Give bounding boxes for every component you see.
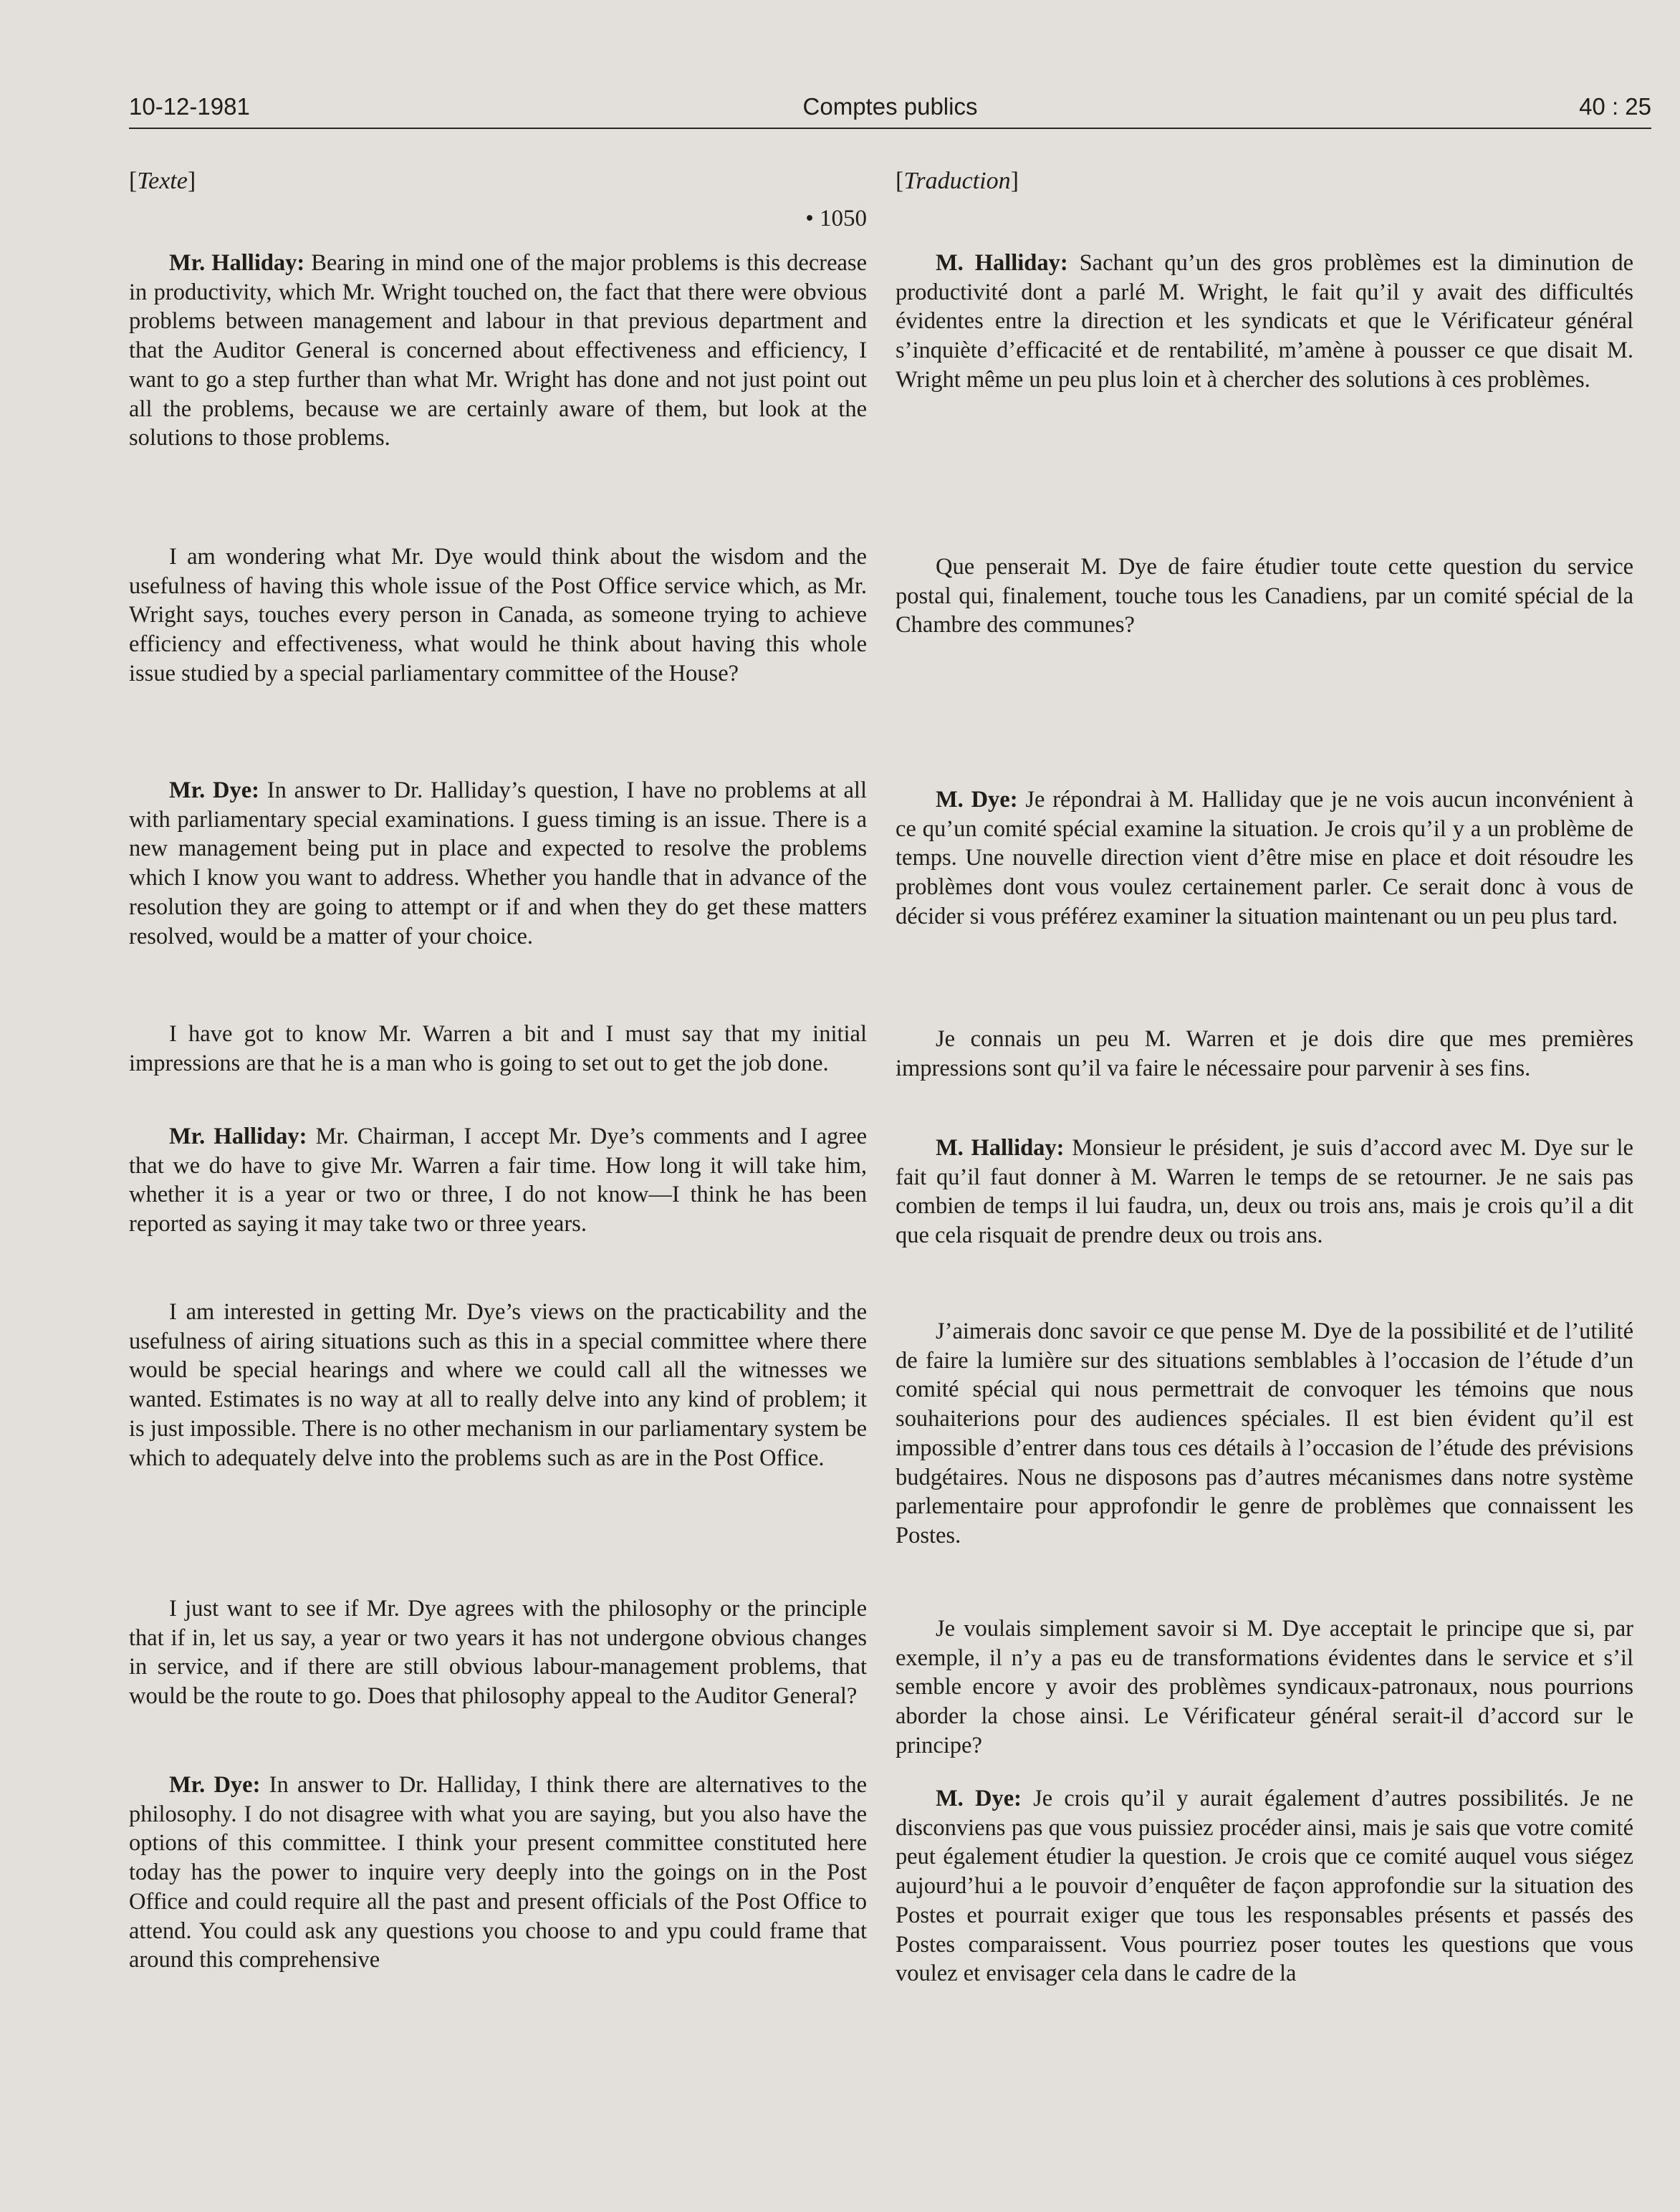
paragraph-fr-8: [896, 1784, 1633, 1988]
speech-text: I am interested in getting Mr. Dye’s views on the practicability and the usefulness of airing situations such as this in a special committee where there would be special hearings and where we could call all the witnesses we wanted. Estimates is no way at all to really delve into any kind of problem; it is just impossible. There is no other mechanism in our parliamentary system be which to adequately delve into the problems such as are in the Post Office.: [129, 1299, 867, 1471]
paragraph-fr-5: [896, 1134, 1633, 1250]
paragraph-fr-4: [896, 1025, 1633, 1083]
speaker-name: M. Halliday:: [936, 250, 1068, 276]
paragraph-en-4: [129, 1020, 867, 1078]
time-marker: • 1050: [805, 206, 867, 231]
speech-text: J’aimerais donc savoir ce que pense M. Dye de la possibilité et de l’utilité de faire la lumière sur des situations semblables à l’occasion de l’étude d’un comité spécial qui nous permettrait de convoquer les témoins que nous souhaiterions pour des audiences spéciales. Il est bien évident qu’il est impossible d’entrer dans tous ces détails à l’occasion de l’étude des prévisions budgétaires. Nous ne disposons pas d’autres mécanismes dans notre système parlementaire pour approfondir le genre de problèmes que connaissent les Postes.: [896, 1318, 1633, 1548]
speaker-name: Mr. Dye:: [169, 1772, 261, 1798]
header-title: Comptes publics: [802, 93, 978, 120]
speech-text: Je voulais simplement savoir si M. Dye acceptait le principe que si, par exemple, il n’y a pas eu de transformations évidentes dans le service et s’il semble encore y avoir des problèmes syndicaux-patronaux, nous pourrions aborder la chose ainsi. Le Vérificateur général serait-il d’accord sur le principe?: [896, 1616, 1633, 1758]
english-column: [129, 0, 867, 2212]
speaker-name: M. Dye:: [936, 787, 1018, 813]
speech-text: I have got to know Mr. Warren a bit and I must say that my initial impressions are that he is a man who is going to set out to get the job done.: [129, 1021, 867, 1076]
speech-text: Mr. Chairman, I accept Mr. Dye’s comments and I agree that we do have to give Mr. Warren a fair time. How long it will take him, whether it is a year or two or three, I do not know—I think he has been reported as saying it may take two or three years.: [129, 1124, 867, 1237]
english-section-label: [Texte]: [129, 168, 196, 194]
paragraph-en-3: [129, 776, 867, 951]
paragraph-en-1: [129, 249, 867, 453]
speaker-name: M. Dye:: [936, 1786, 1022, 1811]
paragraph-fr-6: [896, 1317, 1633, 1551]
speech-text: Je crois qu’il y aurait également d’autres possibilités. Je ne disconviens pas que vous puissiez procéder ainsi, mais je sais que votre comité peut également étudier la question. Je crois que ce comité auquel vous siégez aujourd’hui a le pouvoir d’enquêter de façon approfondie sur la situation des Postes et pourrait exiger que tous les responsables présents et passés des Postes comparaissent. Vous pourriez poser toutes les questions que vous voulez et envisager cela dans le cadre de la: [896, 1786, 1633, 1987]
paragraph-en-7: [129, 1594, 867, 1711]
speech-text: Je répondrai à M. Halliday que je ne vois aucun inconvénient à ce qu’un comité spécial examine la situation. Je crois qu’il y a un problème de temps. Une nouvelle direction vient d’être mise en place et doit résoudre les problèmes dont vous voulez certainement parler. Ce serait donc à vous de décider si vous préférez examiner la situation maintenant ou un peu plus tard.: [896, 787, 1633, 929]
speaker-name: Mr. Halliday:: [169, 250, 305, 276]
speech-text: I just want to see if Mr. Dye agrees with the philosophy or the principle that if in, let us say, a year or two years it has not undergone obvious changes in service, and if there are still obvious labour-management problems, that would be the route to go. Does that philosophy appeal to the Auditor General?: [129, 1596, 867, 1710]
speech-text: In answer to Dr. Halliday’s question, I have no problems at all with parliamentary special examinations. I guess timing is an issue. There is a new management being put in place and expected to resolve the problems which I know you want to address. Whether you handle that in advance of the resolution they are going to attempt or if and when they do get these matters resolved, would be a matter of your choice.: [129, 777, 867, 949]
speech-text: In answer to Dr. Halliday, I think there are alternatives to the philosophy. I do not disagree with what you are saying, but you also have the options of this committee. I think your present committee constituted here today has the power to inquire very deeply into the goings on in the Post Office and could require all the past and present officials of the Post Office to attend. You could ask any questions you choose to and ypu could frame that around this comprehensive: [129, 1772, 867, 1973]
speech-text: Monsieur le président, je suis d’accord avec M. Dye sur le fait qu’il faut donner à M. Warren le temps de se retourner. Je ne sais pas combien de temps il lui faudra, un, deux ou trois ans, mais je crois qu’il a dit que cela risquait de prendre deux ou trois ans.: [896, 1135, 1633, 1249]
french-section-label: [Traduction]: [896, 168, 1019, 194]
paragraph-en-2: [129, 542, 867, 689]
paragraph-en-5: [129, 1122, 867, 1239]
speaker-name: Mr. Dye:: [169, 777, 260, 803]
speech-text: I am wondering what Mr. Dye would think about the wisdom and the usefulness of having this whole issue of the Post Office service which, as Mr. Wright says, touches every person in Canada, as someone trying to achieve efficiency and effectiveness, what would he think about having this whole issue studied by a special parliamentary committee of the House?: [129, 544, 867, 686]
speech-text: Sachant qu’un des gros problèmes est la diminution de productivité dont a parlé M. Wright, le fait qu’il y avait des difficultés évidentes entre la direction et les syndicats et que le Vérificateur général s’inquiète d’efficacité et de rentabilité, m’amène à pousser ce que disait M. Wright même un peu plus loin et à chercher des solutions à ces problèmes.: [896, 250, 1633, 393]
paragraph-en-8: [129, 1771, 867, 1975]
paragraph-fr-3: [896, 785, 1633, 932]
paragraph-fr-1: [896, 249, 1633, 395]
speaker-name: M. Halliday:: [936, 1135, 1065, 1161]
header-page-number: 40 : 25: [1579, 93, 1651, 120]
header-date: 10-12-1981: [129, 93, 250, 120]
speaker-name: Mr. Halliday:: [169, 1124, 307, 1149]
paragraph-en-6: [129, 1298, 867, 1473]
speech-text: Je connais un peu M. Warren et je dois dire que mes premières impressions sont qu’il va faire le nécessaire pour parvenir à ses fins.: [896, 1026, 1633, 1081]
paragraph-fr-2: [896, 552, 1633, 640]
speech-text: Bearing in mind one of the major problems is this decrease in productivity, which Mr. Wright touched on, the fact that there were obvious problems between management and labour in that previous department and that the Auditor General is concerned about effectiveness and efficiency, I want to go a step further than what Mr. Wright has done and not just point out all the problems, because we are certainly aware of them, but look at the solutions to those problems.: [129, 250, 867, 451]
speech-text: Que penserait M. Dye de faire étudier toute cette question du service postal qui, finalement, touche tous les Canadiens, par un comité spécial de la Chambre des communes?: [896, 554, 1633, 638]
french-column: [896, 0, 1633, 2212]
paragraph-fr-7: [896, 1614, 1633, 1761]
